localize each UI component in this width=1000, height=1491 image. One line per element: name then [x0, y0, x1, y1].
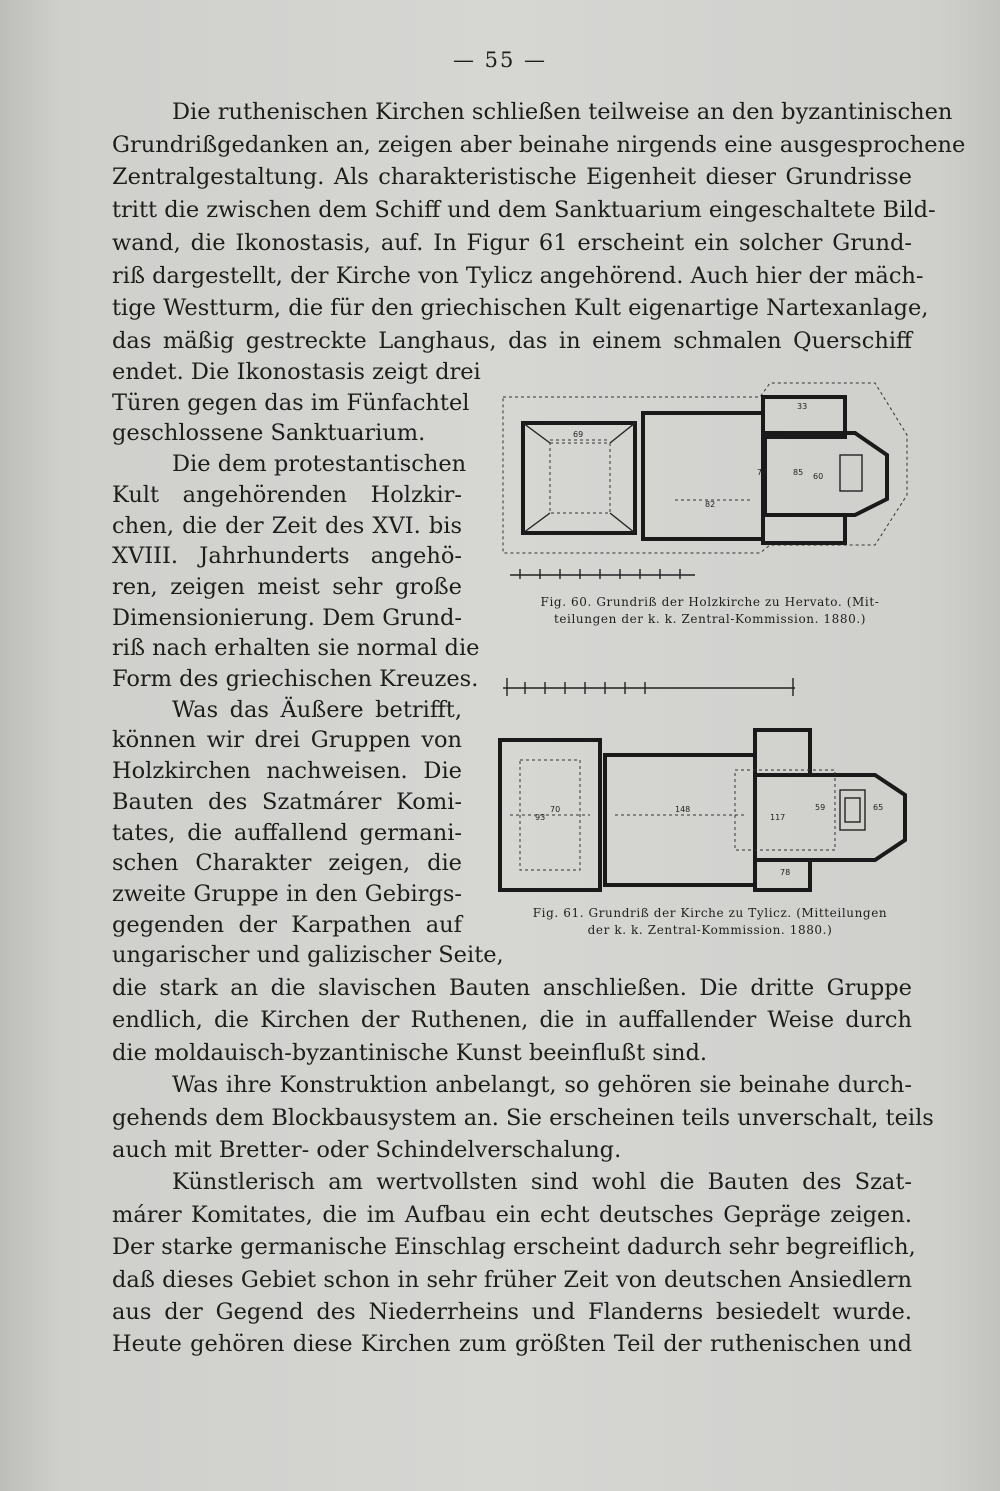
- text-line: márer Komitates, die im Aufbau ein echt deutsches Gepräge zeigen.: [112, 1201, 912, 1228]
- text-line: aus der Gegend des Niederrheins und Flanderns besiedelt wurde.: [112, 1299, 912, 1325]
- figure-60-caption: Fig. 60. Grundriß der Holzkirche zu Hervato. (Mit- teilungen der k. k. Zentral-Kommission. 1880.): [540, 595, 880, 626]
- text-line: endlich, die Kirchen der Ruthenen, die in auffallender Weise durch: [112, 1007, 912, 1034]
- page-number: — 55 —: [452, 48, 548, 72]
- dim-label: 33: [797, 402, 808, 411]
- text-line: riß dargestellt, der Kirche von Tylicz angehörend. Auch hier der mäch-: [112, 262, 924, 289]
- dim-label: 93: [535, 813, 546, 822]
- text-line: Bauten des Szatmárer Komi-: [112, 788, 462, 815]
- text-line: Dimensionierung. Dem Grund-: [112, 604, 462, 631]
- dim-label: 78: [780, 868, 791, 877]
- text-line: Künstlerisch am wertvollsten sind wohl die Bauten des Szat-: [172, 1169, 912, 1196]
- text-line: tige Westturm, die für den griechischen Kult eigenartige Nartexanlage,: [112, 295, 929, 322]
- dim-label: 65: [873, 803, 884, 812]
- dim-label: 117: [770, 813, 786, 822]
- dim-label: 69: [573, 430, 584, 439]
- text-line: chen, die der Zeit des XVI. bis: [112, 512, 462, 539]
- text-line: schen Charakter zeigen, die: [112, 850, 462, 877]
- text-line: Die ruthenischen Kirchen schließen teilweise an den byzantinischen: [172, 99, 953, 125]
- text-line: gehends dem Blockbausystem an. Sie erscheinen teils unverschalt, teils: [112, 1104, 934, 1131]
- text-line: zweite Gruppe in den Gebirgs-: [112, 880, 462, 907]
- dim-label: 82: [705, 500, 716, 509]
- text-line: Heute gehören diese Kirchen zum größten Teil der ruthenischen und: [112, 1331, 912, 1358]
- text-line: endet. Die Ikonostasis zeigt drei: [112, 359, 481, 385]
- text-line: ren, zeigen meist sehr große: [112, 573, 462, 600]
- text-line: auch mit Bretter- oder Schindelverschalung.: [112, 1137, 622, 1163]
- text-line: tates, die auffallend germani-: [112, 819, 462, 846]
- figure-61-floorplan: [495, 660, 920, 900]
- text-line: Der starke germanische Einschlag erscheint dadurch sehr begreiflich,: [112, 1234, 916, 1261]
- text-line: Zentralgestaltung. Als charakteristische Eigenheit dieser Grundrisse: [112, 164, 912, 191]
- floorplan-hervato-drawing: [495, 375, 915, 585]
- text-line: das mäßig gestreckte Langhaus, das in einem schmalen Querschiff: [112, 327, 912, 354]
- text-line: XVIII. Jahrhunderts angehö-: [112, 543, 462, 570]
- text-line: gegenden der Karpathen auf: [112, 911, 462, 938]
- text-line: wand, die Ikonostasis, auf. In Figur 61 erscheint ein solcher Grund-: [112, 229, 912, 256]
- dim-label: 70: [550, 805, 561, 814]
- dim-label: 60: [813, 472, 824, 481]
- text-line: geschlossene Sanktuarium.: [112, 420, 426, 447]
- dim-label: 73: [757, 468, 768, 477]
- text-line: die moldauisch-byzantinische Kunst beeinflußt sind.: [112, 1039, 708, 1066]
- text-line: tritt die zwischen dem Schiff und dem Sanktuarium eingeschaltete Bild-: [112, 197, 936, 224]
- text-line: riß nach erhalten sie normal die: [112, 635, 480, 662]
- figure-61-caption: Fig. 61. Grundriß der Kirche zu Tylicz. (Mitteilungen der k. k. Zentral-Kommission. 1880.): [532, 906, 888, 937]
- text-line: Türen gegen das im Fünfachtel: [112, 389, 470, 416]
- text-line: Grundrißgedanken an, zeigen aber beinahe nirgends eine ausgesprochene: [112, 131, 966, 158]
- text-line: Kult angehörenden Holzkir-: [112, 481, 462, 508]
- text-line: Was ihre Konstruktion anbelangt, so gehören sie beinahe durch-: [172, 1072, 912, 1099]
- text-line: Die dem protestantischen: [172, 451, 467, 478]
- text-line: Was das Äußere betrifft,: [172, 696, 462, 723]
- text-line: Form des griechischen Kreuzes.: [112, 666, 479, 692]
- figure-60-floorplan: [495, 375, 915, 585]
- text-line: daß dieses Gebiet schon in sehr früher Zeit von deutschen Ansiedlern: [112, 1266, 912, 1293]
- text-line: Holzkirchen nachweisen. Die: [112, 758, 462, 785]
- dim-label: 59: [815, 803, 826, 812]
- floorplan-tylicz-drawing: [495, 660, 920, 900]
- dim-label: 85: [793, 468, 804, 477]
- text-line: können wir drei Gruppen von: [112, 727, 462, 754]
- dim-label: 148: [675, 805, 691, 814]
- text-line: die stark an die slavischen Bauten anschließen. Die dritte Gruppe: [112, 975, 912, 1001]
- text-line: ungarischer und galizischer Seite,: [112, 942, 504, 969]
